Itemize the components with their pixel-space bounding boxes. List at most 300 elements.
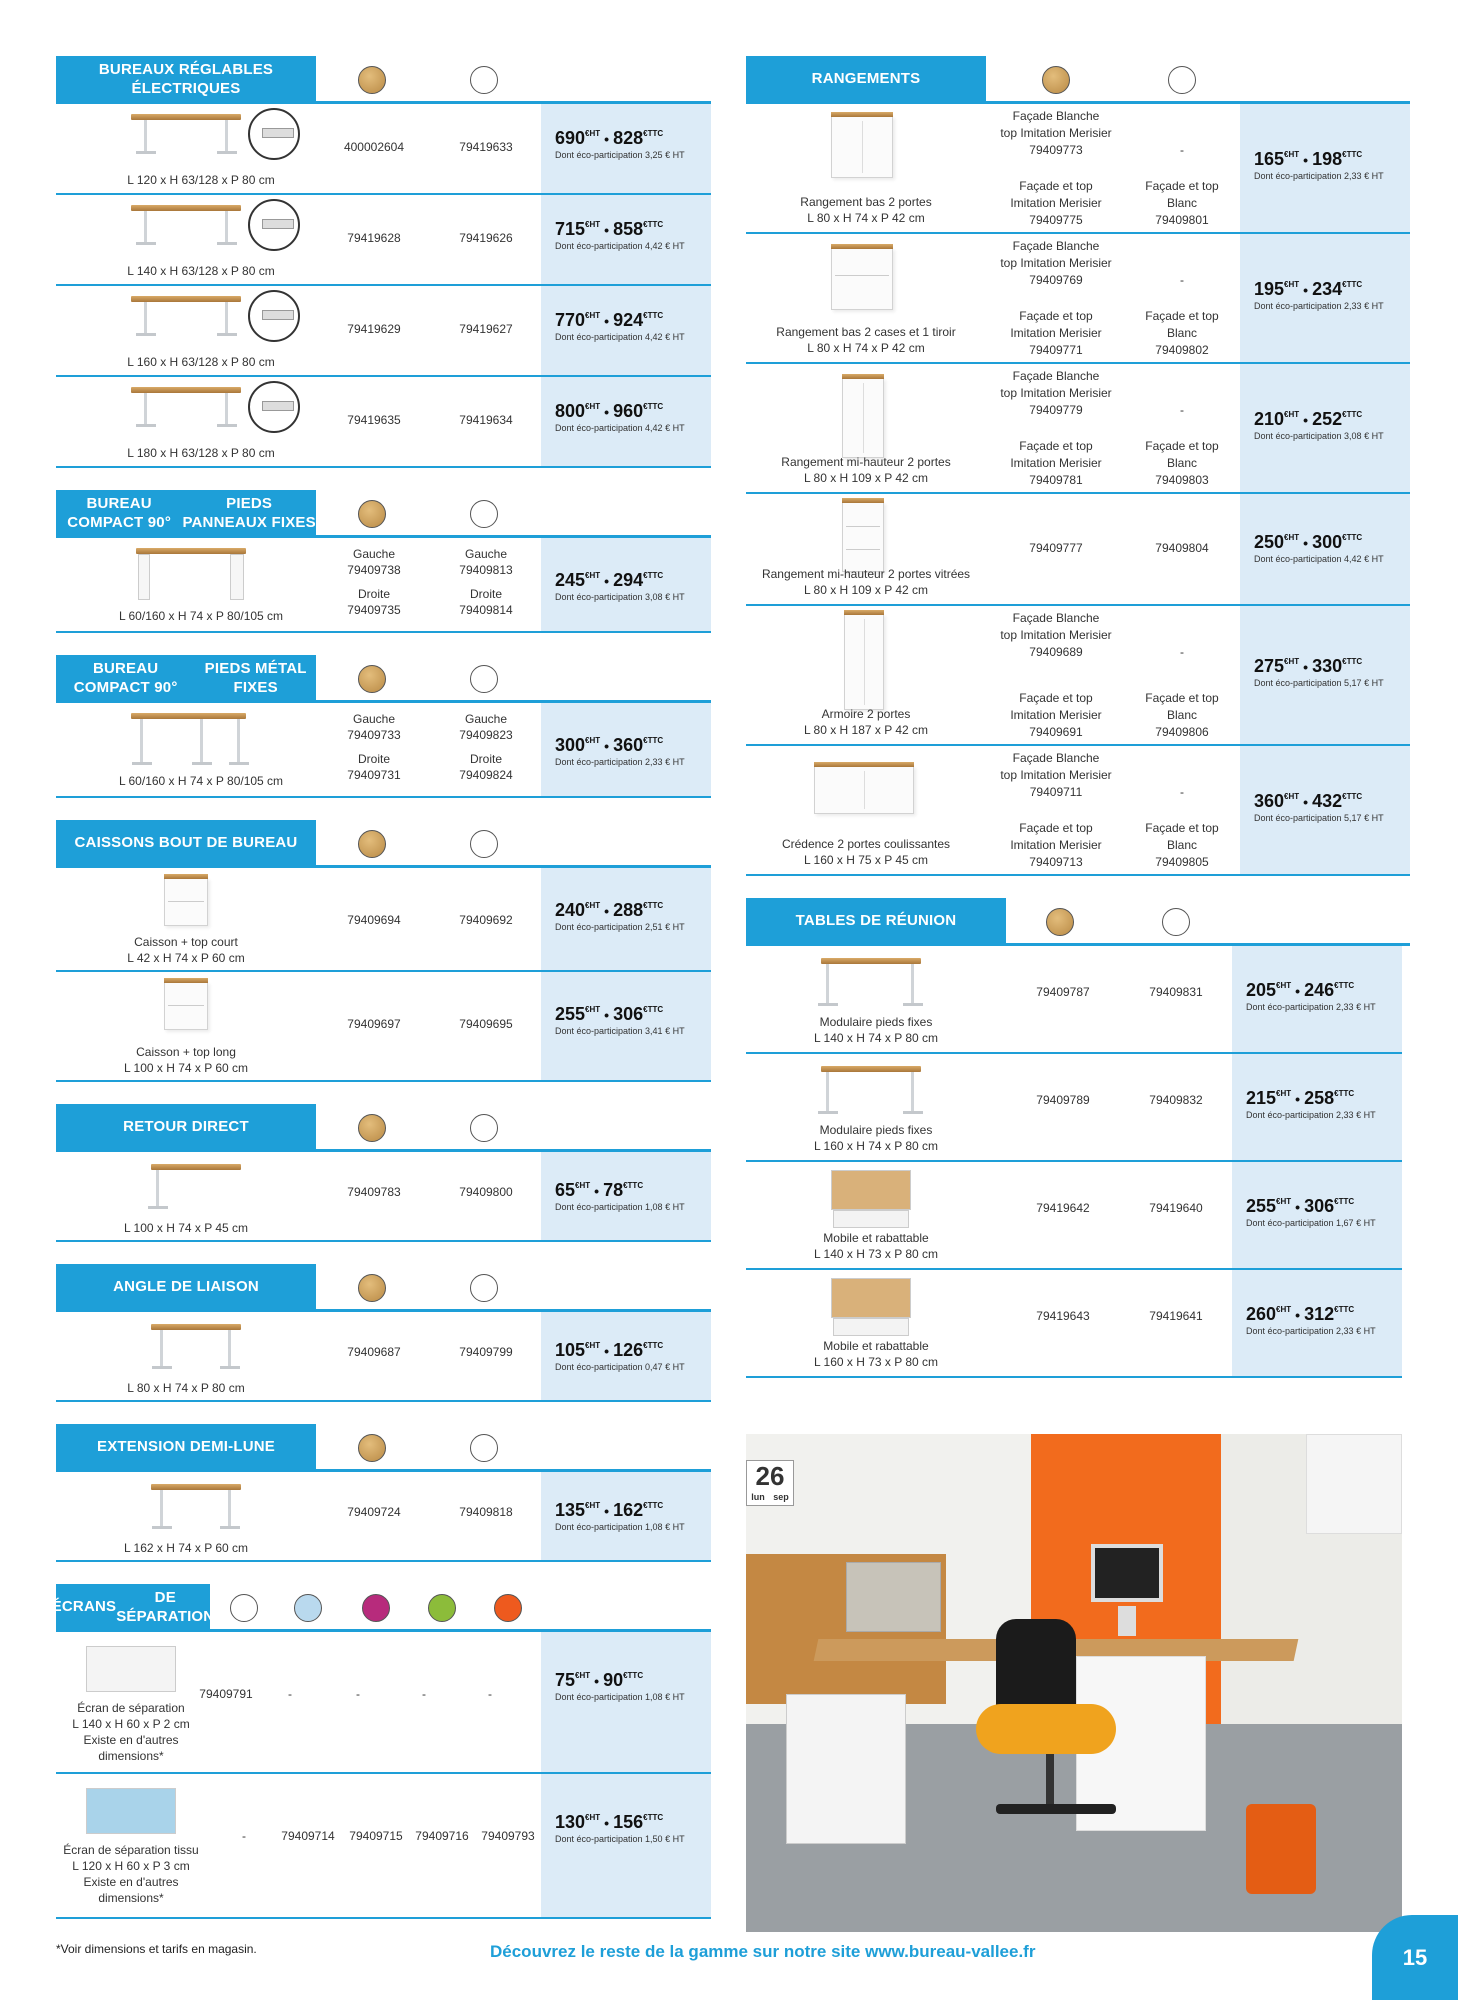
price-separator: • (604, 222, 610, 238)
variant-a-line1: Façade Blanche (1012, 369, 1100, 383)
eco-participation: Dont éco-participation 4,42 € HT (555, 423, 685, 433)
photo-glass (846, 1562, 941, 1632)
calendar-day: 26 (755, 1461, 785, 1491)
calendar-weekday: lun (751, 1492, 765, 1502)
ref-white: 79409831 (1149, 985, 1203, 999)
eco-participation: Dont éco-participation 2,33 € HT (1246, 1002, 1376, 1012)
eco-participation: Dont éco-participation 2,33 € HT (1254, 301, 1384, 311)
product-row (746, 946, 1402, 1054)
product-name: Modulaire pieds fixes (819, 1123, 933, 1137)
eco-participation: Dont éco-participation 2,33 € HT (555, 757, 685, 767)
ref-oak: 400002604 (343, 140, 405, 154)
price (555, 128, 663, 149)
product-row (746, 104, 1410, 234)
swatch-oak[interactable] (358, 66, 386, 94)
cabinet-shelf (846, 526, 880, 527)
section-bureaux-reglables (56, 56, 711, 468)
variant-b-line2: Imitation Merisier (1010, 838, 1102, 852)
ref-oak: 79409687 (347, 1345, 401, 1359)
cabinet-image (814, 766, 914, 814)
product-desc-line: Existe en d'autres (83, 1875, 179, 1889)
swatch-oak[interactable] (358, 1274, 386, 1302)
price-separator: • (594, 1673, 600, 1689)
price (1254, 791, 1362, 812)
price-box (1232, 946, 1402, 1052)
section-title-text: BUREAU COMPACT 90° (67, 494, 172, 531)
price-separator: • (1303, 412, 1309, 428)
section-header (56, 655, 711, 703)
price-ht-unit: €HT (585, 1341, 601, 1350)
price-ttc: 156 (613, 1812, 644, 1832)
swatch-white[interactable] (470, 830, 498, 858)
price-separator: • (604, 1007, 610, 1023)
desk-leg (160, 1330, 163, 1367)
price (555, 1180, 643, 1201)
price (555, 1500, 663, 1521)
price-box (1240, 606, 1410, 744)
ref-white: 79409799 (459, 1345, 513, 1359)
variant-a-line2: top Imitation Merisier (1000, 256, 1112, 270)
product-dimensions: L 160 x H 73 x P 80 cm (813, 1355, 939, 1369)
desk-leg (911, 964, 914, 1004)
swatch-oak[interactable] (358, 665, 386, 693)
price-ht: 135 (555, 1500, 586, 1520)
price-box (541, 377, 711, 466)
price-separator: • (604, 1343, 610, 1359)
price-ht: 275 (1254, 656, 1285, 676)
swatch-white[interactable] (1168, 66, 1196, 94)
price-ttc: 252 (1312, 409, 1343, 429)
swatch-color-3[interactable] (362, 1594, 390, 1622)
desk-foot (136, 333, 156, 336)
desk-top (821, 1066, 921, 1072)
desk-image (131, 296, 241, 336)
desk-top (131, 713, 246, 719)
product-name: Modulaire pieds fixes (819, 1015, 933, 1029)
variant-a-line1: Façade Blanche (1012, 239, 1100, 253)
variant-b-line1: Façade et top (1019, 439, 1093, 453)
desk-foot (903, 1111, 923, 1114)
swatch-white[interactable] (470, 66, 498, 94)
variant-b-ref: 79409771 (1029, 343, 1083, 357)
variant-c-ref: 79409806 (1155, 725, 1209, 739)
price-ht: 205 (1246, 980, 1277, 1000)
desk-leg (160, 1490, 163, 1527)
price (555, 570, 663, 591)
swatch-color-5[interactable] (494, 1594, 522, 1622)
cabinet-top (814, 762, 914, 767)
price-ht: 690 (555, 128, 586, 148)
product-name: Rangement mi-hauteur 2 portes vitrées (761, 567, 971, 581)
ref-oak: 79409783 (347, 1185, 401, 1199)
ref-color-4: - (422, 1687, 426, 1701)
eco-participation: Dont éco-participation 2,33 € HT (1246, 1110, 1376, 1120)
section-tables-reunion (746, 898, 1410, 1378)
product-desc-line: L 120 x H 60 x P 3 cm (72, 1859, 190, 1873)
variant-a-white: - (1180, 785, 1184, 799)
price-box (541, 104, 711, 193)
section-extension-demi-lune (56, 1424, 711, 1562)
price-ht-unit: €HT (585, 402, 601, 411)
desk-image (131, 114, 241, 154)
variant-b-line2: Imitation Merisier (1010, 456, 1102, 470)
price-ht: 255 (1246, 1196, 1277, 1216)
price-ht: 210 (1254, 409, 1285, 429)
ref-white: 79419634 (459, 413, 513, 427)
product-name: Caisson + top long (136, 1045, 236, 1059)
price (1254, 409, 1362, 430)
desk-leg (156, 1170, 159, 1207)
product-dimensions: L 80 x H 74 x P 42 cm (807, 211, 925, 225)
desk-leg (826, 964, 829, 1004)
product-dimensions: L 80 x H 109 x P 42 cm (803, 583, 929, 597)
price-box (1240, 234, 1410, 362)
desk-foot (903, 1003, 923, 1006)
product-desc-line: L 140 x H 60 x P 2 cm (72, 1717, 190, 1731)
price-ht-unit: €HT (585, 129, 601, 138)
price-ttc-unit: €TTC (1334, 981, 1355, 990)
swatch-white[interactable] (470, 1114, 498, 1142)
ref-oak: 79419642 (1036, 1201, 1090, 1215)
price-ttc: 960 (613, 401, 644, 421)
variant-c-ref: 79409802 (1155, 343, 1209, 357)
price-ttc-unit: €TTC (1334, 1089, 1355, 1098)
cabinet-door-split (862, 121, 863, 173)
ref-white-left: 79409813 (459, 563, 513, 577)
variant-c-line1: Façade et top (1145, 439, 1219, 453)
swatch-white[interactable] (470, 1434, 498, 1462)
desk-image (131, 205, 241, 245)
photo-pedestal (786, 1694, 906, 1844)
price-ht-unit: €HT (585, 571, 601, 580)
price-separator: • (1303, 659, 1309, 675)
product-dimensions: L 140 x H 74 x P 80 cm (813, 1031, 939, 1045)
section-title (56, 1264, 316, 1309)
desk-foot (229, 762, 249, 765)
price-box (1232, 1054, 1402, 1160)
price-ttc-unit: €TTC (623, 1181, 644, 1190)
price-ttc: 258 (1304, 1088, 1335, 1108)
section-title (51, 1584, 215, 1629)
ref-color-2: - (288, 1687, 292, 1701)
price-ht-unit: €HT (1284, 533, 1300, 542)
price-ttc-unit: €TTC (1342, 533, 1363, 542)
variant-c-line1: Façade et top (1145, 309, 1219, 323)
swatch-oak[interactable] (358, 1114, 386, 1142)
variant-a-ref: 79409689 (1029, 645, 1083, 659)
product-row (56, 286, 711, 377)
product-dimensions: L 140 x H 73 x P 80 cm (813, 1247, 939, 1261)
product-desc-line: Écran de séparation tissu (63, 1843, 199, 1857)
website-link[interactable]: Découvrez le reste de la gamme sur notre site www.bureau-vallee.fr (490, 1942, 1036, 1961)
price-separator: • (1295, 1199, 1301, 1215)
desk-leg (225, 120, 228, 152)
desk-foot (217, 151, 237, 154)
desk-foot (217, 424, 237, 427)
eco-participation: Dont éco-participation 3,08 € HT (555, 592, 685, 602)
product-dimensions: L 100 x H 74 x P 60 cm (123, 1061, 249, 1075)
variant-a-ref: 79409711 (1029, 785, 1083, 799)
price-ht-unit: €HT (575, 1671, 591, 1680)
desk-foot (148, 1206, 168, 1209)
swatch-oak[interactable] (1046, 908, 1074, 936)
section-retour-direct (56, 1104, 711, 1242)
product-name: Crédence 2 portes coulissantes (781, 837, 951, 851)
eco-participation: Dont éco-participation 2,51 € HT (555, 922, 685, 932)
ref-white: 79419633 (459, 140, 513, 154)
price-box (541, 868, 711, 970)
price-ttc-unit: €TTC (643, 1501, 664, 1510)
price-separator: • (604, 573, 610, 589)
desk-foot (152, 1526, 172, 1529)
section-compact-metal (56, 655, 711, 798)
swatch-white[interactable] (470, 665, 498, 693)
price-ttc: 360 (613, 735, 644, 755)
desk-top (821, 958, 921, 964)
ref-oak-left-label: Gauche (352, 547, 396, 561)
price-ttc: 306 (613, 1004, 644, 1024)
section-title (56, 56, 316, 101)
variant-c-line1: Façade et top (1145, 179, 1219, 193)
price-ht-unit: €HT (1284, 792, 1300, 801)
desk-leg (237, 719, 240, 763)
price-ht-unit: €HT (1276, 1089, 1292, 1098)
section-title (746, 898, 1006, 943)
price-separator: • (1303, 794, 1309, 810)
price-ttc: 306 (1304, 1196, 1335, 1216)
product-row (56, 1472, 711, 1562)
product-desc-line: Existe en d'autres (83, 1733, 179, 1747)
screen-fabric-image (86, 1788, 176, 1834)
desk-panel-leg (230, 554, 244, 600)
price (1246, 1304, 1354, 1325)
variant-b-line1: Façade et top (1019, 691, 1093, 705)
price-ht: 105 (555, 1340, 586, 1360)
variant-c-ref: 79409801 (1155, 213, 1209, 227)
desk-image (136, 548, 246, 600)
price-ttc-unit: €TTC (1342, 410, 1363, 419)
price-ht: 300 (555, 735, 586, 755)
eco-participation: Dont éco-participation 4,42 € HT (555, 332, 685, 342)
price-ttc-unit: €TTC (1342, 280, 1363, 289)
photo-bag (1246, 1804, 1316, 1894)
product-row (56, 1632, 711, 1774)
desk-image (131, 713, 246, 765)
swatch-oak[interactable] (358, 830, 386, 858)
swatch-white[interactable] (470, 500, 498, 528)
product-row (56, 538, 711, 633)
price-ht: 250 (1254, 532, 1285, 552)
desk-leg (140, 719, 143, 763)
price-ht-unit: €HT (1284, 657, 1300, 666)
price-ttc: 90 (603, 1670, 624, 1690)
desk-leg (144, 120, 147, 152)
variant-c-line2: Blanc (1166, 838, 1198, 852)
desk-leg (911, 1072, 914, 1112)
calendar-month: sep (773, 1492, 789, 1502)
product-row (56, 868, 711, 972)
price (555, 1004, 663, 1025)
variant-b-line1: Façade et top (1019, 309, 1093, 323)
photo-mstand (1118, 1606, 1136, 1636)
price-ttc-unit: €TTC (643, 1341, 664, 1350)
cabinet-top (842, 498, 884, 503)
ref-color-5: 79409793 (481, 1829, 535, 1843)
folding-table-image (831, 1170, 911, 1228)
product-row (56, 377, 711, 468)
price-ttc: 828 (613, 128, 644, 148)
desk-foot (136, 424, 156, 427)
price-ht-unit: €HT (585, 311, 601, 320)
section-title (56, 1424, 316, 1469)
price-ttc-unit: €TTC (643, 220, 664, 229)
desk-foot (818, 1111, 838, 1114)
product-row (746, 746, 1410, 876)
ref-color-5: - (488, 1687, 492, 1701)
product-dimensions: L 60/160 x H 74 x P 80/105 cm (118, 774, 284, 788)
section-title-text: EXTENSION DEMI-LUNE (97, 1438, 275, 1455)
footnote: *Voir dimensions et tarifs en magasin. (56, 1942, 257, 1956)
price-ttc: 234 (1312, 279, 1343, 299)
product-dimensions: L 140 x H 63/128 x P 80 cm (127, 264, 275, 278)
section-header (51, 1584, 711, 1632)
section-header (56, 1104, 711, 1152)
product-dimensions: L 120 x H 63/128 x P 80 cm (127, 173, 275, 187)
price-ttc-unit: €TTC (643, 1005, 664, 1014)
section-title-text: ÉCRANS (51, 1598, 117, 1615)
ref-oak-right: 79409731 (347, 768, 401, 782)
price-separator: • (604, 1815, 610, 1831)
price-ttc-unit: €TTC (643, 736, 664, 745)
price-ttc: 162 (613, 1500, 644, 1520)
product-row (746, 606, 1410, 746)
product-row (56, 703, 711, 798)
cabinet-top (844, 610, 884, 615)
ref-white: 79409800 (459, 1185, 513, 1199)
variant-c-line1: Façade et top (1145, 821, 1219, 835)
price-box (1232, 1162, 1402, 1268)
swatch-white[interactable] (1162, 908, 1190, 936)
desk-foot (220, 1366, 240, 1369)
section-compact-panneaux (56, 490, 711, 633)
product-dimensions: L 160 x H 75 x P 45 cm (803, 853, 929, 867)
price-ttc-unit: €TTC (643, 402, 664, 411)
cabinet-door-split (864, 619, 865, 705)
screen-white-image (86, 1646, 176, 1692)
cabinet-image (844, 614, 884, 710)
ref-oak-right-label: Droite (357, 752, 391, 766)
price-ht-unit: €HT (585, 1813, 601, 1822)
price-ht: 245 (555, 570, 586, 590)
swatch-oak[interactable] (358, 500, 386, 528)
section-title (56, 490, 316, 535)
ref-oak: 79409789 (1036, 1093, 1090, 1107)
photo-window (1306, 1434, 1402, 1534)
ref-oak-right-label: Droite (357, 587, 391, 601)
swatch-oak[interactable] (358, 1434, 386, 1462)
price-ttc: 246 (1304, 980, 1335, 1000)
product-row (746, 494, 1410, 606)
detail-zoom-image (248, 381, 300, 433)
product-dimensions: L 100 x H 74 x P 45 cm (123, 1221, 249, 1235)
price-ttc: 330 (1312, 656, 1343, 676)
ref-white-left-label: Gauche (464, 712, 508, 726)
cabinet-top (164, 874, 208, 879)
office-photo (746, 1434, 1402, 1932)
price-separator: • (604, 131, 610, 147)
section-header (56, 1264, 711, 1312)
variant-b-line1: Façade et top (1019, 179, 1093, 193)
ref-oak: 79419635 (347, 413, 401, 427)
eco-participation: Dont éco-participation 3,41 € HT (555, 1026, 685, 1036)
ref-color-4: 79409716 (415, 1829, 469, 1843)
ref-oak-right: 79409735 (347, 603, 401, 617)
price-ht: 75 (555, 1670, 576, 1690)
eco-participation: Dont éco-participation 5,17 € HT (1254, 678, 1384, 688)
section-header (746, 56, 1410, 104)
price (555, 401, 663, 422)
swatch-white[interactable] (470, 1274, 498, 1302)
cabinet-shelf (168, 901, 204, 902)
swatch-color-4[interactable] (428, 1594, 456, 1622)
price-ht-unit: €HT (1276, 1305, 1292, 1314)
swatch-color-2[interactable] (294, 1594, 322, 1622)
cabinet-image (842, 378, 884, 458)
swatch-color-1[interactable] (230, 1594, 258, 1622)
cabinet-image (831, 248, 893, 310)
desk-image (151, 1164, 241, 1209)
variant-b-ref: 79409775 (1029, 213, 1083, 227)
desk-leg (225, 211, 228, 243)
price-ttc: 924 (613, 310, 644, 330)
desk-image (821, 1066, 921, 1114)
ref-white-right-label: Droite (469, 752, 503, 766)
variant-a-line1: Façade Blanche (1012, 109, 1100, 123)
price (1254, 656, 1362, 677)
product-desc-line: dimensions* (98, 1749, 164, 1763)
eco-participation: Dont éco-participation 1,08 € HT (555, 1692, 685, 1702)
price-ttc-unit: €TTC (623, 1671, 644, 1680)
price-ht-unit: €HT (1284, 150, 1300, 159)
ref-oak: 79409697 (347, 1017, 401, 1031)
variant-c-line2: Blanc (1166, 708, 1198, 722)
desk-leg (144, 302, 147, 334)
ref-white-right: 79409824 (459, 768, 513, 782)
variant-a-white: - (1180, 403, 1184, 417)
cabinet-image (164, 878, 208, 926)
swatch-oak[interactable] (1042, 66, 1070, 94)
product-desc-line: Écran de séparation (77, 1701, 185, 1715)
ref-oak: 79419643 (1036, 1309, 1090, 1323)
product-dimensions: L 162 x H 74 x P 60 cm (123, 1541, 249, 1555)
price (1246, 1088, 1354, 1109)
section-title-text: BUREAUX RÉGLABLES ÉLECTRIQUES (98, 60, 274, 97)
price-ttc: 288 (613, 900, 644, 920)
desk-foot (220, 1526, 240, 1529)
ref-white-right-label: Droite (469, 587, 503, 601)
desk-foot (136, 242, 156, 245)
variant-c-line2: Blanc (1166, 456, 1198, 470)
price-ht-unit: €HT (585, 901, 601, 910)
price-ht: 770 (555, 310, 586, 330)
section-header (746, 898, 1410, 946)
price-box (541, 1152, 711, 1240)
cabinet-image (164, 982, 208, 1030)
wall-calendar (746, 1460, 794, 1506)
cabinet-top (831, 244, 893, 249)
product-dimensions: L 180 x H 63/128 x P 80 cm (127, 446, 275, 460)
price-ttc: 432 (1312, 791, 1343, 811)
